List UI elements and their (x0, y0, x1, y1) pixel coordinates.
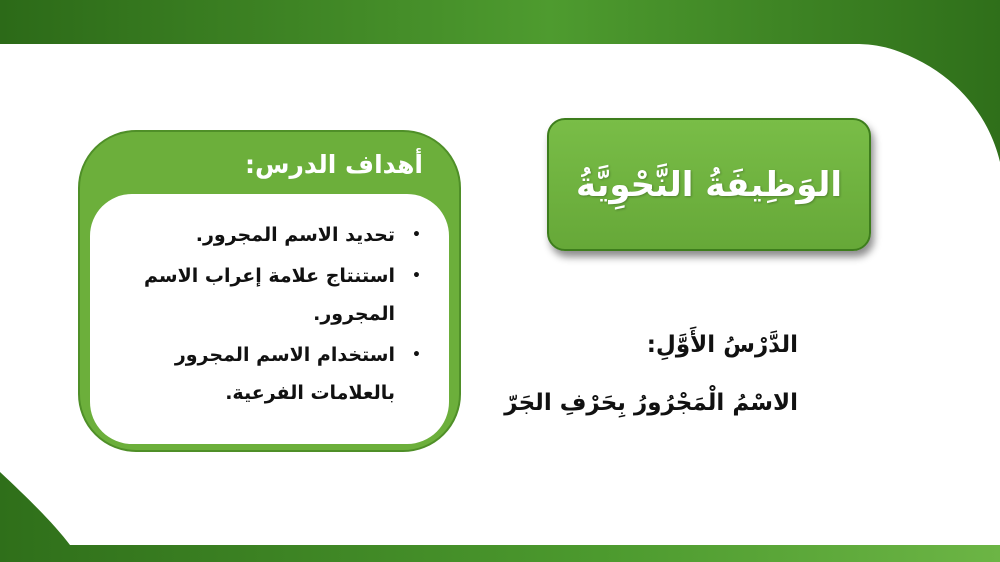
bottom-green-band (0, 472, 1000, 562)
bullet-icon: • (412, 268, 421, 284)
lesson-title: الاسْمُ الْمَجْرُورُ بِحَرْفِ الجَرّ (504, 390, 798, 416)
bullet-icon: • (412, 347, 421, 363)
objective-text: تحديد الاسم المجرور. (195, 224, 395, 246)
objective-text: استخدام الاسم المجرور بالعلامات الفرعية. (174, 344, 395, 404)
slide-title: الوَظِيفَةُ النَّحْوِيَّةُ (575, 164, 843, 205)
bullet-icon: • (412, 227, 421, 243)
objectives-heading: أهداف الدرس: (245, 150, 423, 179)
objective-item (126, 216, 423, 254)
objective-text: استنتاج علامة إعراب الاسم المجرور. (144, 265, 395, 325)
objective-item (126, 336, 423, 412)
lesson-number-label: الدَّرْسُ الأَوَّلِ: (646, 332, 798, 358)
objectives-list (126, 216, 423, 412)
objectives-body (90, 194, 449, 444)
objective-item (126, 257, 423, 333)
lesson-objectives-card (78, 130, 461, 452)
title-box (547, 118, 871, 251)
